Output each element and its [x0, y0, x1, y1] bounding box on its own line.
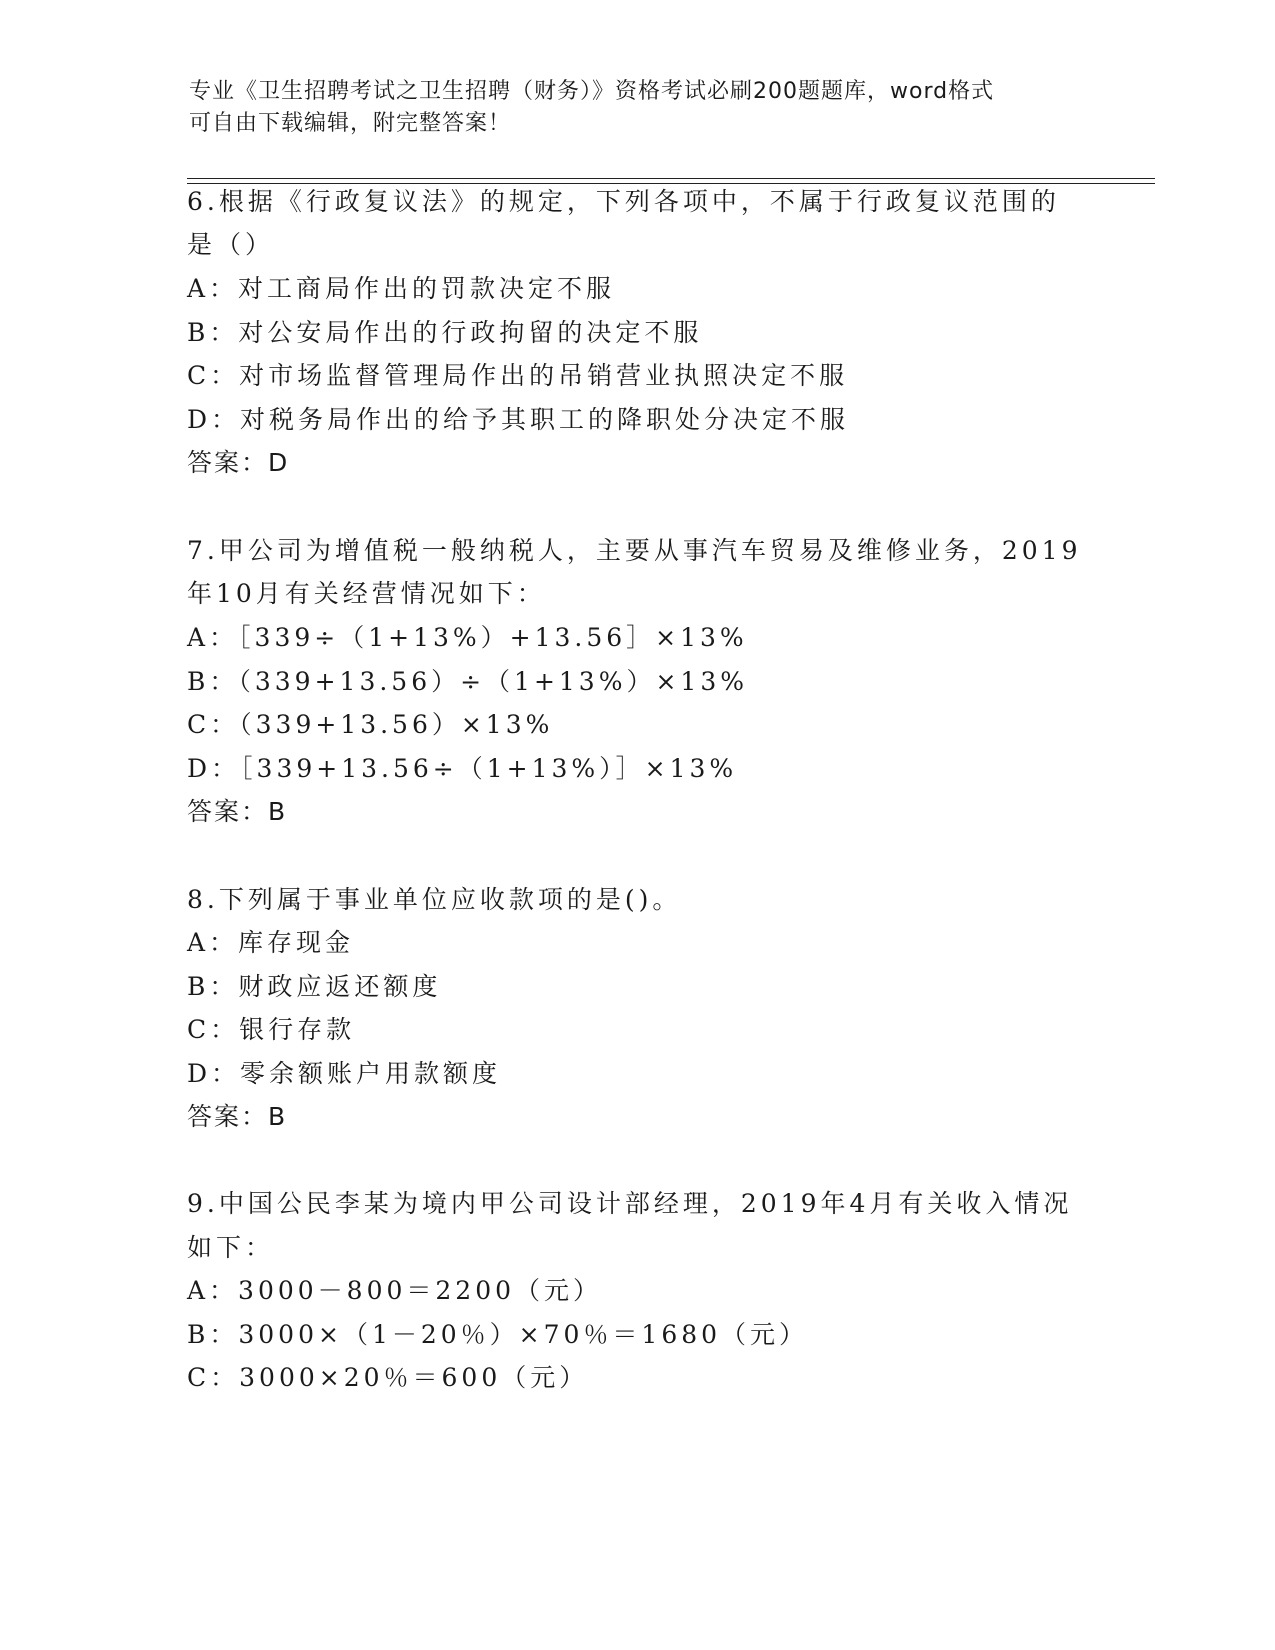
- question-8-stem-line-1: 8.下列属于事业单位应收款项的是()。: [187, 885, 682, 914]
- question-8-option-b: B：财政应返还额度: [187, 972, 442, 1001]
- question-7-stem-line-2: 年10月有关经营情况如下：: [187, 579, 546, 608]
- question-6-answer: 答案：D: [187, 448, 290, 477]
- question-8-option-d: D：零余额账户用款额度: [187, 1059, 502, 1088]
- header-divider-top: [187, 178, 1155, 179]
- question-8-answer: 答案：B: [187, 1102, 288, 1131]
- question-6-option-b: B：对公安局作出的行政拘留的决定不服: [187, 318, 703, 347]
- question-6-stem-line-1: 6.根据《行政复议法》的规定，下列各项中，不属于行政复议范围的: [187, 187, 1060, 216]
- question-7-stem-line-1: 7.甲公司为增值税一般纳税人，主要从事汽车贸易及维修业务，2019: [187, 536, 1082, 565]
- question-7-option-b: B：（339+13.56）÷（1+13%）×13%: [187, 667, 748, 696]
- header-line-1: 专业《卫生招聘考试之卫生招聘（财务）》资格考试必刷200题题库，word格式: [189, 79, 995, 104]
- header-line-2: 可自由下载编辑，附完整答案！: [189, 111, 512, 136]
- question-6-option-c: C：对市场监督管理局作出的吊销营业执照决定不服: [187, 361, 849, 390]
- question-8-option-a: A：库存现金: [187, 928, 355, 957]
- question-8-option-c: C：银行存款: [187, 1015, 356, 1044]
- question-9-option-b: B：3000×（1－20％）×70％＝1680（元）: [187, 1320, 809, 1349]
- question-7-option-a: A：［339÷（1+13%）+13.56］×13%: [187, 623, 748, 652]
- question-6-stem-line-2: 是（）: [187, 230, 275, 259]
- question-9-stem-line-1: 9.中国公民李某为境内甲公司设计部经理，2019年4月有关收入情况: [187, 1189, 1073, 1218]
- question-9-option-c: C：3000×20％＝600（元）: [187, 1363, 589, 1392]
- question-7-option-c: C：（339+13.56）×13%: [187, 710, 554, 739]
- document-header: [189, 76, 1089, 140]
- question-6-option-a: A：对工商局作出的罚款决定不服: [187, 274, 616, 303]
- question-9-stem-line-2: 如下：: [187, 1233, 275, 1262]
- question-7-answer: 答案：B: [187, 797, 288, 826]
- question-7-option-d: D：［339+13.56÷（1+13%）］×13%: [187, 754, 738, 783]
- question-6-option-d: D：对税务局作出的给予其职工的降职处分决定不服: [187, 405, 850, 434]
- header-divider-bottom: [187, 183, 1155, 184]
- question-9-option-a: A：3000－800＝2200（元）: [187, 1276, 603, 1305]
